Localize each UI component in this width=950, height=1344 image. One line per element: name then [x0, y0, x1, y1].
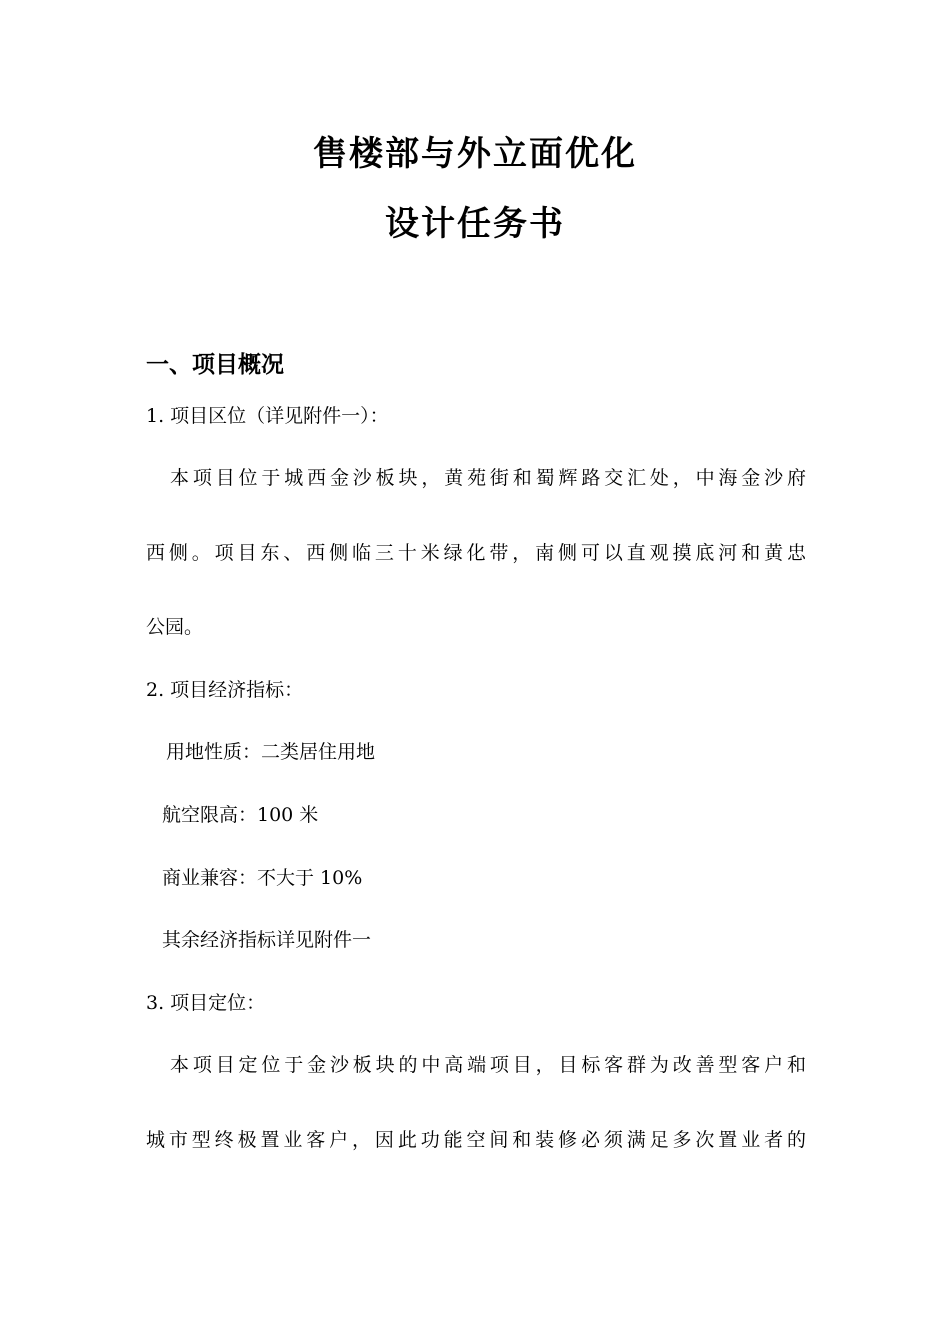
section-heading-project-overview: 一、项目概况	[146, 351, 284, 378]
document-title-line-1: 售楼部与外立面优化	[313, 134, 637, 174]
paragraph-location-line-1: 本项目位于城西金沙板块，黄苑街和蜀辉路交汇处，中海金沙府	[170, 467, 806, 489]
paragraph-location-line-2: 西侧。项目东、西侧临三十米绿化带，南侧可以直观摸底河和黄忠	[146, 542, 806, 564]
item-label-project-location: 1. 项目区位（详见附件一）：	[146, 405, 389, 427]
paragraph-positioning-line-2: 城市型终极置业客户，因此功能空间和装修必须满足多次置业者的	[146, 1129, 806, 1151]
indicator-land-use: 用地性质：二类居住用地	[166, 741, 376, 763]
document-title-line-2: 设计任务书	[385, 204, 565, 244]
item-label-economic-indicators: 2. 项目经济指标：	[146, 679, 304, 701]
paragraph-location-line-3: 公园。	[146, 616, 204, 638]
indicator-height-limit: 航空限高：100 米	[162, 804, 319, 826]
paragraph-positioning-line-1: 本项目定位于金沙板块的中高端项目，目标客群为改善型客户和	[170, 1054, 806, 1076]
item-label-project-positioning: 3. 项目定位：	[146, 992, 266, 1014]
indicator-commercial-ratio: 商业兼容：不大于 10%	[162, 867, 363, 889]
indicator-other: 其余经济指标详见附件一	[162, 929, 372, 951]
